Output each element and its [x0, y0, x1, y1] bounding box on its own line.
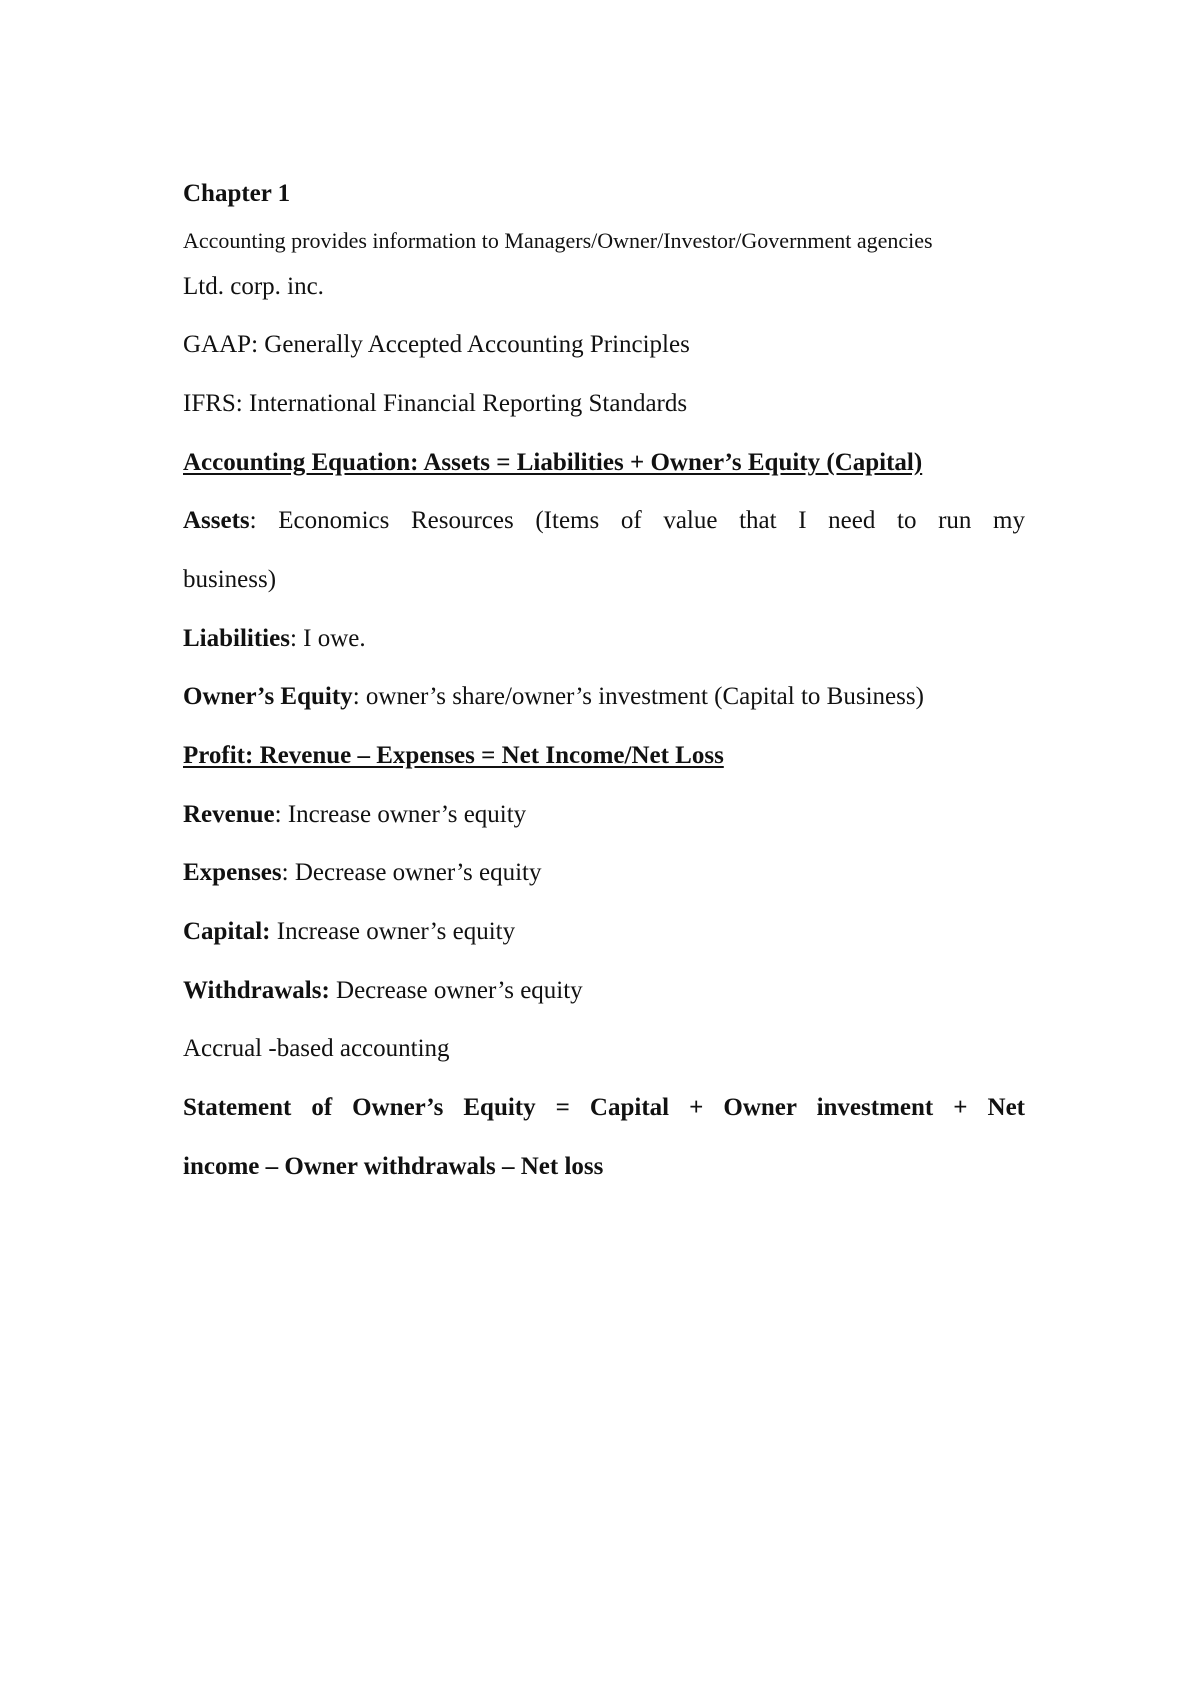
capital-def: Increase owner’s equity — [270, 918, 516, 945]
accrual-text: Accrual -based accounting — [183, 1035, 450, 1062]
intro-text: Accounting provides information to Managers/Owner/Investor/Government agencies — [183, 228, 933, 253]
capital-term: Capital: — [183, 918, 271, 945]
assets-definition — [183, 506, 1025, 536]
withdrawals-definition — [183, 976, 583, 1006]
owners-equity-definition — [183, 682, 924, 712]
statement-line1: Statement of Owner’s Equity = Capital + Owner investment + Net — [183, 1094, 1025, 1121]
expenses-definition — [183, 858, 542, 888]
withdrawals-term: Withdrawals: — [183, 977, 330, 1004]
revenue-term: Revenue — [183, 801, 275, 828]
liabilities-def: : I owe. — [289, 625, 366, 652]
statement-line2: income – Owner withdrawals – Net loss — [183, 1153, 604, 1180]
accounting-equation-heading: Accounting Equation: Assets = Liabilities + Owner’s Equity (Capital) — [183, 449, 923, 476]
assets-def-line2: business) — [183, 566, 277, 593]
revenue-def: : Increase owner’s equity — [274, 801, 527, 828]
liabilities-term: Liabilities — [183, 625, 290, 652]
assets-term: Assets — [183, 507, 250, 534]
capital-definition — [183, 917, 515, 947]
ifrs-definition: IFRS: International Financial Reporting Standards — [183, 390, 688, 417]
revenue-definition — [183, 800, 526, 830]
entity-types: Ltd. corp. inc. — [183, 273, 324, 300]
withdrawals-def: Decrease owner’s equity — [329, 977, 583, 1004]
owners-equity-term: Owner’s Equity — [183, 683, 353, 710]
assets-def-line1: : Economics Resources (Items of value that I need to run my — [249, 507, 1025, 534]
gaap-definition: GAAP: Generally Accepted Accounting Principles — [183, 331, 690, 358]
owners-equity-def: : owner’s share/owner’s investment (Capital to Business) — [352, 683, 924, 710]
chapter-title: Chapter 1 — [183, 180, 291, 207]
expenses-def: : Decrease owner’s equity — [281, 859, 542, 886]
profit-equation-heading: Profit: Revenue – Expenses = Net Income/Net Loss — [183, 742, 724, 769]
expenses-term: Expenses — [183, 859, 282, 886]
liabilities-definition — [183, 624, 366, 654]
